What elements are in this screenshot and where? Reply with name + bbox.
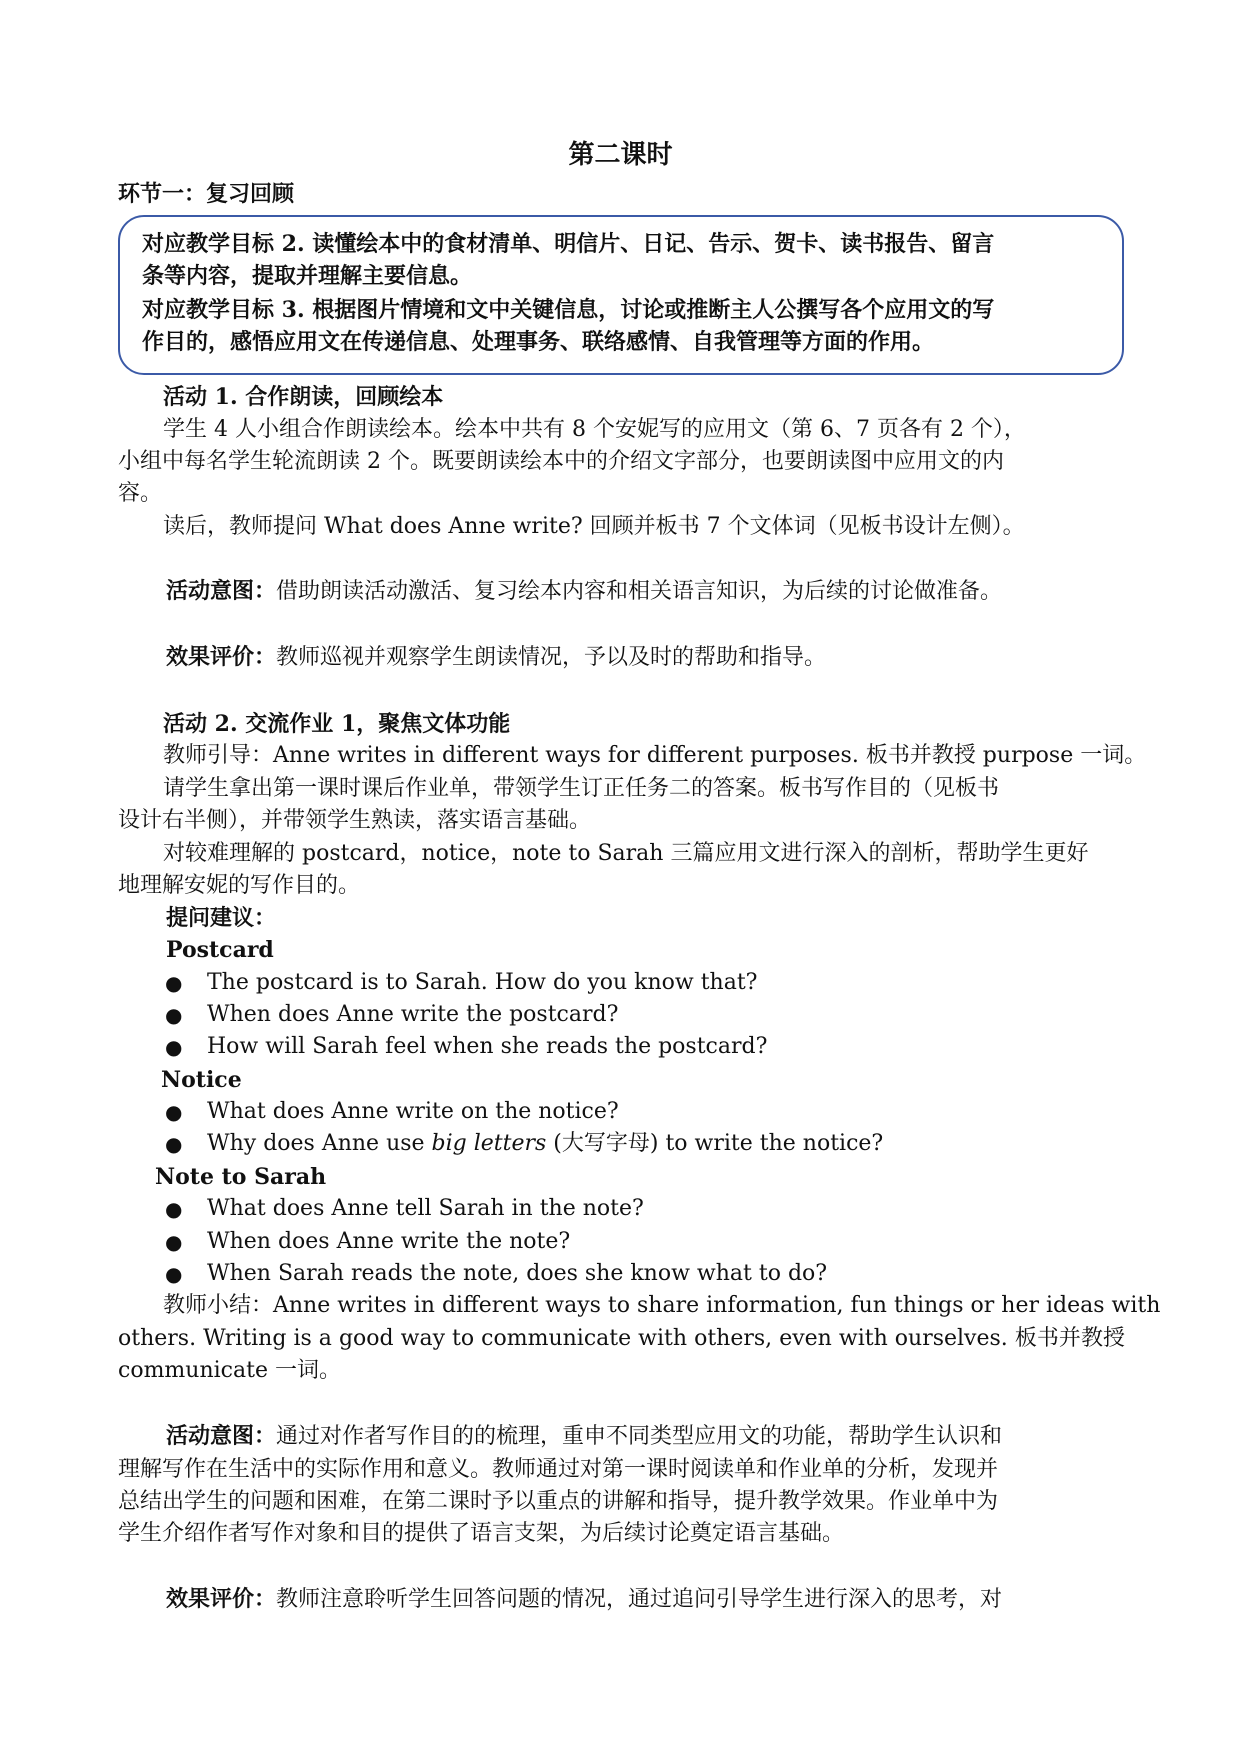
- note-heading: Note to Sarah: [155, 1164, 327, 1190]
- intent-line: 总结出学生的问题和困难，在第二课时予以重点的讲解和指导，提升教学效果。作业单中为: [118, 1489, 999, 1514]
- paragraph-line: 教师引导：Anne writes in different ways for different purposes. 板书并教授 purpose 一词。: [163, 743, 1147, 768]
- intent-label: 活动意图：: [166, 1424, 277, 1449]
- section-heading: 环节一：复习回顾: [118, 181, 295, 207]
- question: When Sarah reads the note, does she know what to do?: [207, 1261, 828, 1286]
- goal-line-1: 对应教学目标 2. 读懂绘本中的食材清单、明信片、日记、告示、贺卡、读书报告、留言: [142, 231, 995, 257]
- question: [207, 1128, 883, 1160]
- bullet-icon: ●: [165, 1262, 183, 1286]
- summary-line: communicate 一词。: [118, 1358, 341, 1383]
- intent-text: 通过对作者写作目的的梳理，重申不同类型应用文的功能，帮助学生认识和: [276, 1424, 1003, 1449]
- notice-heading: Notice: [161, 1067, 242, 1093]
- intent-label: 活动意图：: [166, 579, 277, 604]
- goal-line-3: 对应教学目标 3. 根据图片情境和文中关键信息，讨论或推断主人公撰写各个应用文的写: [142, 297, 995, 323]
- paragraph-line: 读后，教师提问 What does Anne write? 回顾并板书 7 个文体词（见板书设计左侧）。: [163, 514, 1025, 539]
- bullet-icon: ●: [165, 1003, 183, 1027]
- page-title: 第二课时: [568, 140, 673, 170]
- bullet-icon: ●: [165, 1132, 183, 1156]
- bullet-icon: ●: [165, 1035, 183, 1059]
- paragraph-line: 容。: [118, 481, 163, 506]
- postcard-heading: Postcard: [166, 937, 274, 963]
- paragraph-line: 对较难理解的 postcard，notice，note to Sarah 三篇应用文进行深入的剖析，帮助学生更好: [163, 841, 1089, 866]
- activity1-eval: [166, 642, 1176, 674]
- activity1-heading: 活动 1. 合作朗读，回顾绘本: [163, 384, 444, 410]
- activity2-heading: 活动 2. 交流作业 1，聚焦文体功能: [163, 711, 511, 737]
- suggest-heading: 提问建议：: [166, 905, 277, 931]
- intent-line: 学生介绍作者写作对象和目的提供了语言支架，为后续讨论奠定语言基础。: [118, 1521, 845, 1546]
- goal-line-2: 条等内容，提取并理解主要信息。: [142, 263, 473, 289]
- activity1-intent: [166, 576, 1176, 608]
- summary-line: others. Writing is a good way to communicate with others, even with ourselves. 板书并教授: [118, 1326, 1125, 1351]
- eval-text: 教师注意聆听学生回答问题的情况，通过追问引导学生进行深入的思考，对: [276, 1587, 1003, 1612]
- question: When does Anne write the note?: [207, 1229, 571, 1254]
- question-part: (大写字母) to write the notice?: [546, 1131, 884, 1156]
- paragraph-line: 小组中每名学生轮流朗读 2 个。既要朗读绘本中的介绍文字部分，也要朗读图中应用文的内: [118, 449, 1004, 474]
- question-part: Why does Anne use: [207, 1131, 432, 1156]
- intent-text: 借助朗读活动激活、复习绘本内容和相关语言知识，为后续的讨论做准备。: [276, 579, 1003, 604]
- question: How will Sarah feel when she reads the postcard?: [207, 1034, 768, 1059]
- eval-text: 教师巡视并观察学生朗读情况，予以及时的帮助和指导。: [276, 645, 827, 670]
- bullet-icon: ●: [165, 1230, 183, 1254]
- question: When does Anne write the postcard?: [207, 1002, 619, 1027]
- bullet-icon: ●: [165, 1197, 183, 1221]
- intent-line: 理解写作在生活中的实际作用和意义。教师通过对第一课时阅读单和作业单的分析，发现并: [118, 1457, 999, 1482]
- bullet-icon: ●: [165, 1100, 183, 1124]
- eval-label: 效果评价：: [166, 645, 277, 670]
- paragraph-line: 设计右半侧），并带领学生熟读，落实语言基础。: [118, 808, 592, 833]
- question: What does Anne write on the notice?: [207, 1099, 619, 1124]
- question-emphasis: big letters: [431, 1131, 547, 1156]
- paragraph-line: 学生 4 人小组合作朗读绘本。绘本中共有 8 个安妮写的应用文（第 6、7 页各有 2 个），: [163, 417, 1026, 442]
- activity2-eval: [166, 1584, 1176, 1616]
- goal-line-4: 作目的，感悟应用文在传递信息、处理事务、联络感情、自我管理等方面的作用。: [142, 329, 935, 355]
- summary-line: 教师小结：Anne writes in different ways to share information, fun things or her ideas with: [163, 1293, 1161, 1318]
- question: What does Anne tell Sarah in the note?: [207, 1196, 644, 1221]
- eval-label: 效果评价：: [166, 1587, 277, 1612]
- bullet-icon: ●: [165, 971, 183, 995]
- paragraph-line: 请学生拿出第一课时课后作业单，带领学生订正任务二的答案。板书写作目的（见板书: [163, 776, 1000, 801]
- paragraph-line: 地理解安妮的写作目的。: [118, 873, 361, 898]
- activity2-intent: [166, 1421, 1176, 1453]
- question: The postcard is to Sarah. How do you know that?: [207, 970, 758, 995]
